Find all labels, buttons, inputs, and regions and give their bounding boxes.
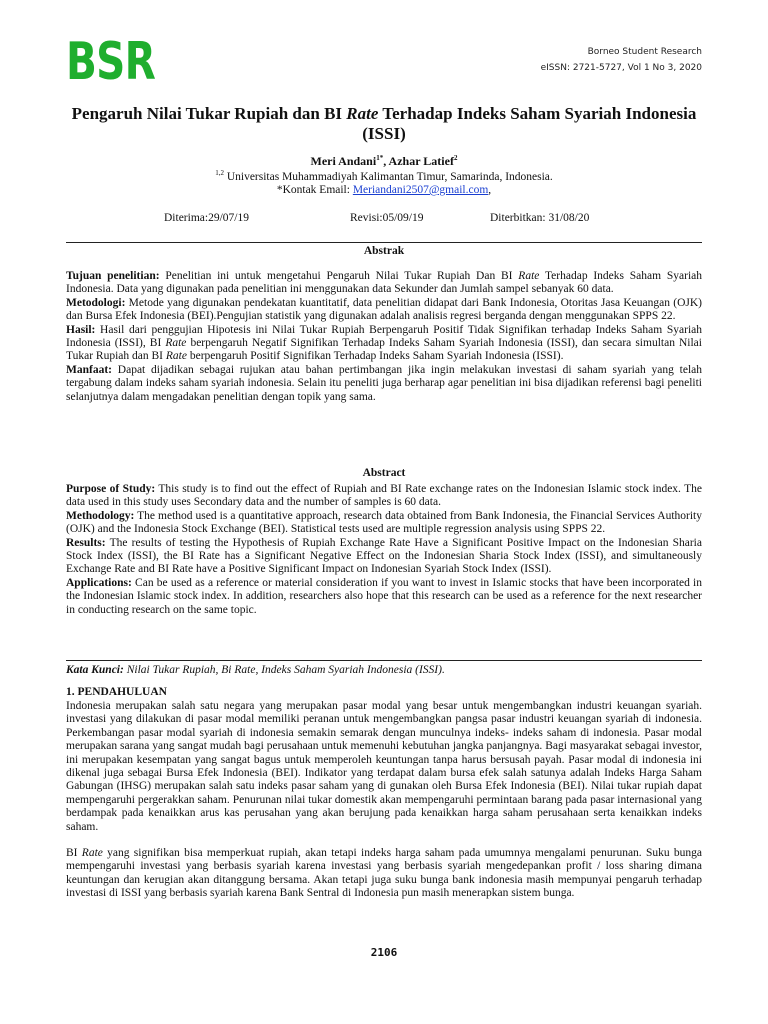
keywords-divider bbox=[66, 660, 702, 661]
abstract-body: Purpose of Study: This study is to find out the effect of Rupiah and BI Rate exchange rates on the Indonesian Islamic stock index. The data used in this study uses Secondary data and the number of samples is 60 data. Methodology: The method used is a quantitative approach, research data obtained from Bank Indonesia, the Financial Services Authority (OJK) and the Indonesia Stock Exchange (BEI). Statistical tests used are multiple regression analysis using SPPS 22. Results: The results of testing the Hypothesis of Rupiah Exchange Rate Have a Significant Positive Impact on the Indonesian Sharia Stock Index (ISSI), the BI Rate has a Significant Negative Effect on the Indonesian Sharia Stock Index (ISSI), and simultaneously Exchange Rate and BI Rate have a Positive Significant Impact on Indonesian Syariah Stock Index (ISSI). Applications: Can be used as a reference or material consideration if you want to invest in Islamic stocks that have been incorporated in the Indonesian Islamic stock index. In addition, researchers also hope that this research can be used as a reference for the next researcher in conducting research on the same topic. bbox=[66, 483, 702, 616]
author-1: Meri Andani bbox=[310, 154, 377, 168]
abstract-heading: Abstract bbox=[362, 467, 406, 479]
journal-header bbox=[541, 44, 702, 76]
date-received: Diterima:29/07/19 bbox=[164, 212, 249, 224]
page-number: 2106 bbox=[370, 946, 398, 959]
journal-name: Borneo Student Research bbox=[587, 47, 702, 57]
keywords: Kata Kunci: Nilai Tukar Rupiah, Bi Rate, Indeks Saham Syariah Indonesia (ISSI). bbox=[66, 664, 445, 676]
abstrak-body: Tujuan penelitian: Penelitian ini untuk mengetahui Pengaruh Nilai Tukar Rupiah Dan BI Rate Terhadap Indeks Saham Syariah Indonesia. Data yang digunakan pada penelitian ini menggunakan data Sekunder dan Jumlah sampel sebanyak 60 data. Metodologi: Metode yang digunakan pendekatan kuantitatif, data penelitian didapat dari Bank Indonesia, Otoritas Jasa Keuangan (OJK) dan Bursa Efek Indonesia (BEI).Pengujian statistik yang digunakan adalah analisis regresi berganda dengan menggunakan SPPS 22. Hasil: Hasil dari penggujian Hipotesis ini Nilai Tukar Rupiah Berpengaruh Positif Tidak Signifikan terhadap Indeks Saham Syariah Indonesia (ISSI), BI Rate berpengaruh Negatif Signifikan Terhadap Indeks Saham Syariah Indonesia (ISSI), dan secara simultan Nilai Tukar Rupiah dan BI Rate berpengaruh Positif Signifikan Terhadap Indeks Saham Syariah Indonesia (ISSI). Manfaat: Dapat dijadikan sebagai rujukan atau bahan pertimbangan jika ingin melakukan investasi di saham syariah yang telah tergabung dalam indeks saham syariah indonesia. Selain itu peneliti juga berharap agar penelitian ini bisa dijadikan referensi bagi peneliti selanjutnya dalam mengadakan penelitian dengan topik yang sama. bbox=[66, 270, 702, 403]
author-line: Meri Andani$^{1*}$, Azhar Latief$^2$ bbox=[310, 154, 458, 168]
email-link[interactable]: Meriandani2507@gmail.com bbox=[352, 184, 489, 196]
section-heading-pendahuluan: 1. PENDAHULUAN bbox=[66, 686, 167, 698]
pendahuluan-paragraph-1: Indonesia merupakan salah satu negara yang merupakan pasar modal yang besar untuk mengembangkan industri keuangan syariah. investasi yang dilakukan di pasar modal memiliki peranan untuk mengembangkan pangsa pasar industri keuangan syariah di indonesia. Perkembangan pasar modal syariah di indonesia semakin semarak dengan munculnya indeks- indeks saham di indonesia. Pasar modal merupakan sarana yang sangat mudah bagi perusahaan untuk memenuhi kebutuhan jangka panjangnya. Bagi masyarakat sebagai investor, ini merupakan kesempatan yang sangat bagus untuk memperoleh keuntungan tanpa harus bersusah payah. Pasar modal di indonesia ini dikenal juga sebagai Bursa Efek Indonesia (BEI). Indikator yang terdapat dalam bursa efek salah satunya adalah Indeks Harga Saham Gabungan (IHSG) merupakan salah satu indeks pasar saham yang di gunakan oleh Bursa Efek Indonesia (BEI). Nilai tukar rupiah dapat mempengaruhi pergerakkan saham. Penurunan nilai tukar domestik akan mempengaruhi permintaan barang pada pasar internasional yang berdampak pada kenaikkan arus kas perusahan yang akan berujung pada kenaikkan harga saham perusahaan serta kenaikkan indeks saham. bbox=[66, 700, 702, 833]
date-published: Diterbitkan: 31/08/20 bbox=[490, 212, 590, 224]
top-divider bbox=[66, 242, 702, 243]
journal-issn: eISSN: 2721-5727, Vol 1 No 3, 2020 bbox=[540, 63, 702, 73]
paper-title: Pengaruh Nilai Tukar Rupiah dan BI Rate Terhadap Indeks Saham Syariah Indonesia (ISSI) bbox=[71, 104, 697, 143]
abstrak-heading: Abstrak bbox=[363, 245, 405, 257]
author-2: Azhar Latief bbox=[388, 154, 454, 168]
journal-logo: BSR bbox=[66, 32, 156, 92]
date-revised: Revisi:05/09/19 bbox=[350, 212, 424, 224]
contact-email-line: *Kontak Email: Meriandani2507@gmail.com, bbox=[276, 184, 492, 196]
pendahuluan-body bbox=[66, 700, 702, 901]
pendahuluan-paragraph-2: BI Rate yang signifikan bisa memperkuat rupiah, akan tetapi indeks harga saham pada umumnya mengalami penurunan. Suku bunga mempengaruhi investasi yang berbasis syariah karena investasi yang berbasis syariah mengedepankan profit / loss sharing dimana keuntungan dan kerugian akan ditanggung bersama. Akan tetapi juga suku bunga bank indonesia masih mempunyai pengaruh terhadap investasi di ISSI yang berbasis syariah karena Bank Sentral di Indonesia pun masih menerapkan sistem bunga. bbox=[66, 847, 702, 900]
affiliation: $^{1,2}$ Universitas Muhammadiyah Kalimantan Timur, Samarinda, Indonesia. bbox=[215, 169, 553, 183]
